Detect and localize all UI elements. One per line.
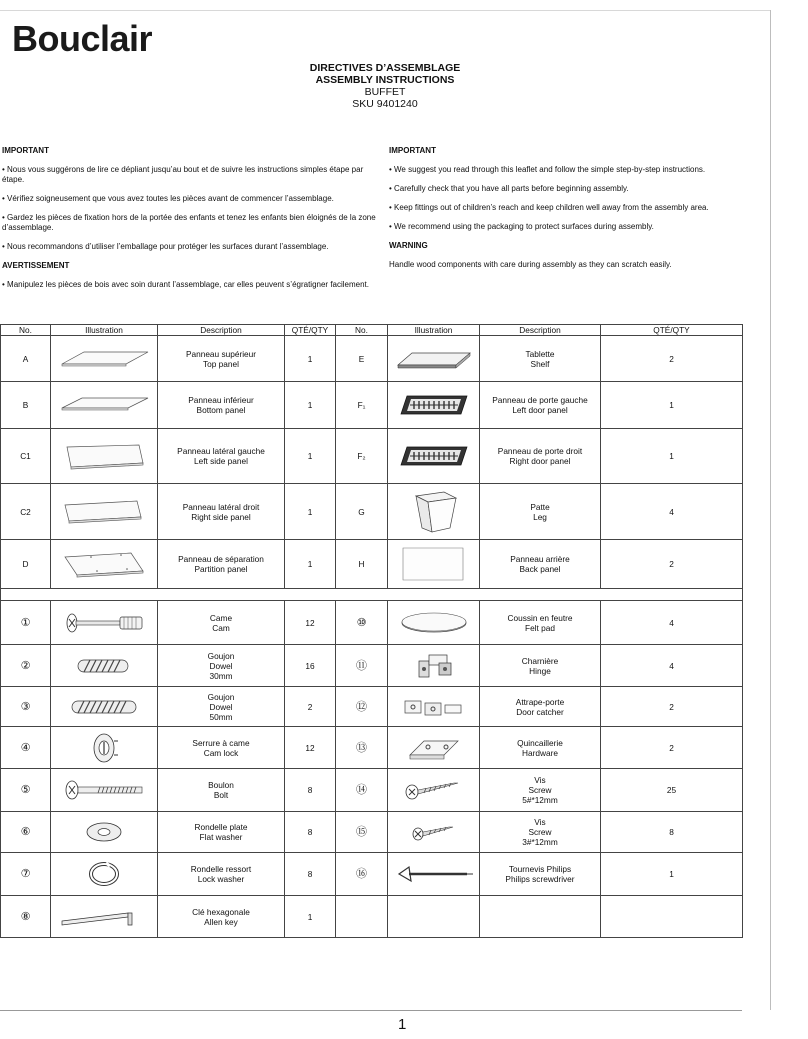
desc-fr: Quincaillerie (517, 737, 563, 748)
heading-important-en: IMPORTANT (389, 146, 436, 155)
top-panel-icon (56, 348, 152, 370)
part-description (158, 336, 285, 382)
page-top-rule (0, 10, 770, 11)
part-no: ⑤ (1, 769, 51, 812)
felt-pad-illustration (388, 601, 480, 645)
part-no: D (1, 540, 51, 589)
part-description (158, 645, 285, 687)
part-no: G (336, 484, 388, 540)
part-no: ⑥ (1, 812, 51, 853)
desc-en: Right side panel (191, 511, 251, 522)
part-qty: 25 (601, 769, 743, 812)
flat-washer-icon (82, 819, 126, 845)
part-description (158, 896, 285, 938)
part-description (480, 484, 601, 540)
table-row (1, 540, 743, 589)
title-fr: DIRECTIVES D’ASSEMBLAGE (309, 62, 461, 74)
desc-en: Cam lock (203, 747, 239, 758)
part-qty: 2 (601, 540, 743, 589)
header-qty-right: QTÉ/QTY (601, 325, 743, 336)
part-description (480, 687, 601, 727)
right-door-illustration (388, 429, 480, 484)
part-description (480, 896, 601, 938)
bottom-panel-icon (56, 394, 152, 416)
header-no-right: No. (336, 325, 388, 336)
part-description (480, 382, 601, 429)
instruction-fr-4: • Nous recommandons d’utiliser l’emballage pour protéger les surfaces durant l’assemblage. (2, 242, 329, 251)
desc-en: Partition panel (194, 564, 248, 574)
desc-fr: Rondelle ressort (190, 864, 252, 874)
screw-3-icon (409, 820, 459, 844)
part-qty: 8 (285, 853, 336, 896)
instruction-fr-3: • Gardez les pièces de fixation hors de la portée des enfants et tenez les enfants bien éloignés de la zone d’assemblage. (2, 213, 376, 232)
part-qty: 1 (285, 896, 336, 938)
desc-size: 30mm (209, 670, 233, 681)
cam-illustration (51, 601, 158, 645)
desc-fr: Tournevis Philips (508, 864, 572, 874)
desc-fr: Vis (534, 817, 546, 827)
desc-fr: Panneau latéral gauche (177, 446, 265, 456)
partition-panel-icon (61, 549, 147, 579)
part-description (480, 769, 601, 812)
part-qty: 16 (285, 645, 336, 687)
table-row (1, 429, 743, 484)
part-description (158, 812, 285, 853)
table-row (1, 812, 743, 853)
desc-en: Hinge (529, 665, 551, 676)
table-row (1, 853, 743, 896)
desc-fr: Panneau inférieur (188, 395, 254, 405)
header-illustration-right: Illustration (388, 325, 480, 336)
table-row (1, 336, 743, 382)
part-no: ⑬ (336, 727, 388, 769)
cam-lock-illustration (51, 727, 158, 769)
table-spacer (1, 589, 743, 601)
desc-fr: Charnière (521, 655, 559, 666)
back-panel-icon (399, 544, 469, 584)
back-panel-illustration (388, 540, 480, 589)
desc-en: Top panel (203, 358, 239, 369)
desc-fr: Panneau latéral droit (182, 501, 260, 512)
heading-warning-en: WARNING (389, 241, 428, 250)
table-row (1, 687, 743, 727)
page-number: 1 (398, 1016, 407, 1033)
hardware-bracket-illustration (388, 727, 480, 769)
part-no (336, 896, 388, 938)
part-qty: 1 (285, 540, 336, 589)
bottom-panel-illustration (51, 382, 158, 429)
part-no: ① (1, 601, 51, 645)
desc-size: 3#*12mm (522, 837, 558, 847)
flat-washer-illustration (51, 812, 158, 853)
part-qty: 2 (601, 336, 743, 382)
bolt-illustration (51, 769, 158, 812)
screw-5-icon (402, 777, 466, 803)
header-description-left: Description (158, 325, 285, 336)
part-qty: 2 (285, 687, 336, 727)
empty-cell (388, 896, 480, 938)
part-description (158, 727, 285, 769)
part-qty: 1 (601, 382, 743, 429)
part-description (158, 601, 285, 645)
header-no-left: No. (1, 325, 51, 336)
desc-en: Left door panel (512, 405, 568, 415)
part-description (480, 429, 601, 484)
desc-fr: Coussin en feutre (507, 612, 573, 623)
desc-en: Screw (528, 827, 552, 837)
allen-key-icon (58, 905, 150, 929)
shelf-icon (394, 347, 474, 371)
lock-washer-illustration (51, 853, 158, 896)
screw-3-illustration (388, 812, 480, 853)
instruction-fr-1: • Nous vous suggérons de lire ce dépliant jusqu’au bout et de suivre les instructions simples étape par étape. (2, 165, 364, 184)
part-description (158, 540, 285, 589)
part-description (158, 484, 285, 540)
part-description (480, 812, 601, 853)
part-no: ⑩ (336, 601, 388, 645)
desc-en: Felt pad (525, 622, 555, 633)
part-description (158, 769, 285, 812)
desc-fr: Tablette (525, 348, 555, 359)
lock-washer-icon (84, 860, 124, 888)
part-qty: 4 (601, 484, 743, 540)
table-row (1, 727, 743, 769)
part-no: ⑦ (1, 853, 51, 896)
table-row (1, 484, 743, 540)
product-name: BUFFET (364, 86, 406, 98)
part-qty: 1 (285, 382, 336, 429)
page-right-rule (770, 10, 771, 1010)
desc-fr: Serrure à came (192, 737, 250, 748)
heading-important-fr: IMPORTANT (2, 146, 49, 155)
heading-warning-fr: AVERTISSEMENT (2, 261, 70, 270)
header-illustration-left: Illustration (51, 325, 158, 336)
desc-fr: Attrape-porte (515, 696, 565, 707)
table-row (1, 382, 743, 429)
desc-fr: Vis (534, 775, 546, 785)
philips-screwdriver-icon (393, 863, 475, 885)
part-qty: 4 (601, 601, 743, 645)
desc-en: Bottom panel (196, 405, 246, 415)
table-row (1, 896, 743, 938)
desc-fr: Clé hexagonale (192, 906, 250, 917)
desc-fr: Panneau supérieur (185, 348, 257, 359)
left-side-panel-illustration (51, 429, 158, 484)
dowel-50mm-icon (68, 695, 140, 719)
desc-fr: Patte (530, 501, 550, 512)
part-description (158, 853, 285, 896)
part-qty: 12 (285, 601, 336, 645)
desc-en: Back panel (519, 564, 561, 574)
leg-illustration (388, 484, 480, 540)
part-no: ⑭ (336, 769, 388, 812)
desc-size: 5#*12mm (522, 795, 558, 805)
title-en: ASSEMBLY INSTRUCTIONS (315, 74, 455, 86)
door-catcher-illustration (388, 687, 480, 727)
desc-en: Shelf (530, 358, 550, 369)
instructions-fr (2, 146, 387, 299)
desc-en: Lock washer (197, 874, 245, 884)
leg-icon (404, 488, 464, 536)
desc-en: Screw (528, 785, 552, 795)
allen-key-illustration (51, 896, 158, 938)
part-description (480, 336, 601, 382)
instruction-en-5: Handle wood components with care during assembly as they can scratch easily. (389, 260, 672, 269)
part-qty: 2 (601, 687, 743, 727)
dowel-50mm-illustration (51, 687, 158, 727)
desc-fr: Panneau arrière (510, 554, 570, 564)
part-no: ⑧ (1, 896, 51, 938)
part-no: ⑫ (336, 687, 388, 727)
part-description (480, 540, 601, 589)
desc-en: Philips screwdriver (505, 874, 575, 884)
instruction-fr-2: • Vérifiez soigneusement que vous avez toutes les pièces avant de commencer l’assemblage. (2, 194, 334, 203)
part-no: H (336, 540, 388, 589)
left-door-illustration (388, 382, 480, 429)
part-no: ⑪ (336, 645, 388, 687)
desc-fr: Goujon (207, 650, 235, 661)
footer-rule (0, 1010, 742, 1011)
philips-screwdriver-illustration (388, 853, 480, 896)
part-description (158, 687, 285, 727)
desc-en: Right door panel (509, 456, 571, 466)
cam-lock-icon (82, 731, 126, 765)
part-qty: 4 (601, 645, 743, 687)
part-description (480, 727, 601, 769)
part-qty: 1 (285, 429, 336, 484)
part-no: E (336, 336, 388, 382)
header-qty-left: QTÉ/QTY (285, 325, 336, 336)
door-catcher-icon (399, 693, 469, 721)
desc-en: Allen key (204, 916, 238, 927)
hardware-bracket-icon (404, 733, 464, 763)
desc-fr: Boulon (208, 780, 234, 790)
part-no: ③ (1, 687, 51, 727)
desc-en: Left side panel (194, 456, 248, 466)
instructions-en (389, 146, 759, 279)
part-qty: 1 (285, 484, 336, 540)
hinge-icon (409, 649, 459, 683)
bolt-icon (62, 777, 146, 803)
desc-en: Flat washer (199, 832, 243, 842)
part-no: C2 (1, 484, 51, 540)
instruction-en-3: • Keep fittings out of children’s reach and keep children well away from the assembly area. (389, 203, 709, 212)
screw-5-illustration (388, 769, 480, 812)
desc-size: 50mm (209, 711, 233, 722)
right-side-panel-illustration (51, 484, 158, 540)
table-row (1, 769, 743, 812)
part-no: C1 (1, 429, 51, 484)
left-door-icon (397, 392, 471, 418)
desc-en: Hardware (522, 747, 558, 758)
part-description (158, 429, 285, 484)
sku-number: SKU 9401240 (352, 98, 418, 110)
desc-en: Cam (212, 622, 230, 633)
dowel-30mm-illustration (51, 645, 158, 687)
felt-pad-icon (399, 610, 469, 636)
part-no: ② (1, 645, 51, 687)
right-side-panel-icon (61, 497, 147, 527)
desc-fr: Goujon (207, 691, 235, 702)
desc-en: Bolt (213, 790, 229, 800)
desc-fr: Came (209, 612, 233, 623)
part-qty: 8 (285, 812, 336, 853)
instruction-en-1: • We suggest you read through this leaflet and follow the simple step-by-step instructions. (389, 165, 706, 174)
part-qty (601, 896, 743, 938)
part-no: F₂ (336, 429, 388, 484)
part-qty: 12 (285, 727, 336, 769)
brand-logo: Bouclair (12, 18, 153, 59)
parts-table (0, 324, 743, 938)
part-qty: 1 (601, 853, 743, 896)
part-description (480, 601, 601, 645)
desc-en: Dowel (209, 701, 233, 712)
part-no: A (1, 336, 51, 382)
part-qty: 1 (285, 336, 336, 382)
partition-panel-illustration (51, 540, 158, 589)
hinge-illustration (388, 645, 480, 687)
desc-fr: Panneau de porte gauche (492, 395, 588, 405)
part-no: ④ (1, 727, 51, 769)
table-row (1, 601, 743, 645)
instruction-en-2: • Carefully check that you have all parts before beginning assembly. (389, 184, 629, 193)
desc-en: Dowel (209, 660, 233, 671)
desc-fr: Panneau de séparation (178, 554, 264, 564)
part-no: ⑮ (336, 812, 388, 853)
desc-en: Door catcher (516, 706, 564, 717)
instruction-fr-5: • Manipulez les pièces de bois avec soin durant l’assemblage, car elles peuvent s’égratigner facilement. (2, 280, 369, 289)
shelf-illustration (388, 336, 480, 382)
part-qty: 8 (601, 812, 743, 853)
part-description (480, 853, 601, 896)
desc-fr: Panneau de porte droit (497, 446, 583, 456)
document-header (0, 62, 770, 110)
part-description (158, 382, 285, 429)
top-panel-illustration (51, 336, 158, 382)
part-no: B (1, 382, 51, 429)
part-description (480, 645, 601, 687)
instruction-en-4: • We recommend using the packaging to protect surfaces during assembly. (389, 222, 654, 231)
part-qty: 8 (285, 769, 336, 812)
part-no: F₁ (336, 382, 388, 429)
table-row (1, 645, 743, 687)
dowel-30mm-icon (74, 653, 134, 679)
cam-icon (62, 608, 146, 638)
part-qty: 1 (601, 429, 743, 484)
part-qty: 2 (601, 727, 743, 769)
table-header-row (1, 325, 743, 336)
part-no: ⑯ (336, 853, 388, 896)
right-door-icon (397, 443, 471, 469)
header-description-right: Description (480, 325, 601, 336)
desc-fr: Rondelle plate (194, 822, 248, 832)
left-side-panel-icon (61, 441, 147, 471)
desc-en: Leg (533, 511, 547, 522)
